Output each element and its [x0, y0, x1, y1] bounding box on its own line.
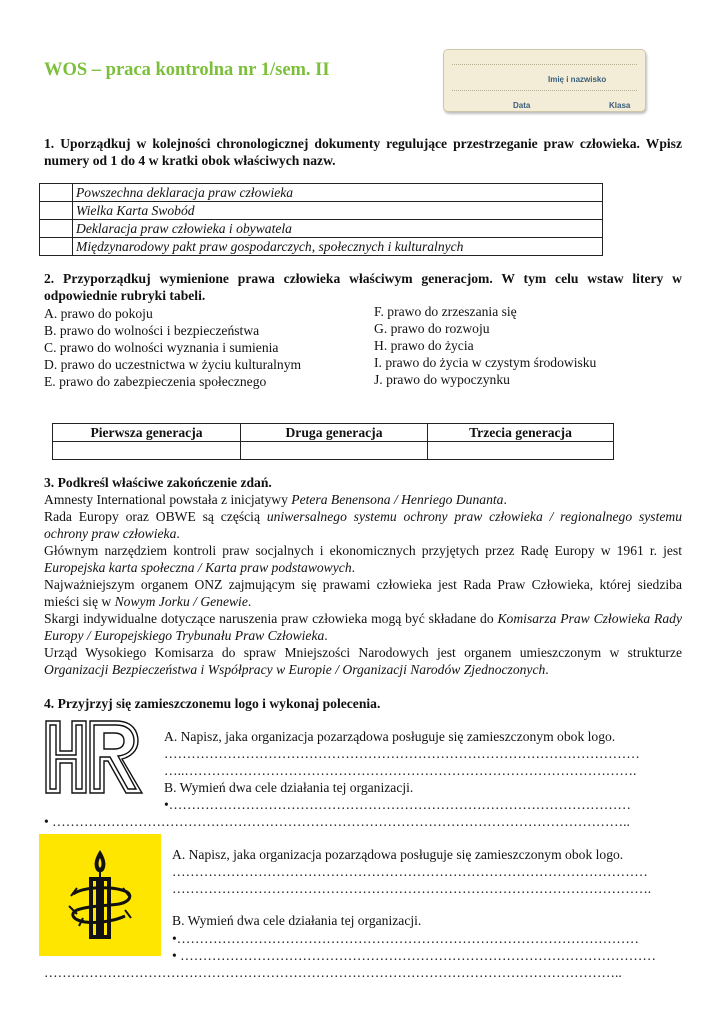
right-f: F. prawo do zrzeszania się	[374, 304, 517, 319]
sentence-end: .	[324, 628, 328, 643]
right-d: D. prawo do uczestnictwa w życiu kulturalnym	[44, 357, 302, 372]
generations-table	[52, 423, 614, 460]
logo2-task-a: A. Napisz, jaka organizacja pozarządowa posługuje się zamieszczonym obok logo.	[172, 847, 624, 862]
question-4: 4. Przyjrzyj się zamieszczonemu logo i wykonaj polecenia.	[44, 696, 381, 711]
sentence-text: Najważniejszym organem ONZ zajmującym się prawami człowieka jest Rada Praw Człowieka, której siedziba mieści się w	[44, 577, 682, 609]
sentence-1	[44, 491, 682, 508]
sentence-6	[44, 644, 682, 678]
class-label: Klasa	[609, 101, 631, 110]
table-row	[40, 220, 603, 238]
answer-options[interactable]: uniwersalnego systemu ochrony praw człowieka / regionalnego systemu ochrony praw człowieka	[44, 509, 682, 541]
right-j: J. prawo do wypoczynku	[374, 372, 510, 387]
sentence-text: Głównym narzędziem kontroli praw socjalnych i ekonomicznych przyjętych przez Radę Europy w 1961 r. jest	[44, 543, 682, 558]
hr-logo	[44, 717, 144, 797]
number-box[interactable]	[40, 184, 73, 202]
answer-options[interactable]: Europejska karta społeczna / Karta praw podstawowych	[44, 560, 352, 575]
logo1-goal-line-2[interactable]: • ………………………………………………………………………………………………………………..	[44, 814, 630, 829]
table-row	[53, 442, 614, 460]
logo1-answer-line-2[interactable]: …..……………………………………………………………………………………….	[164, 763, 637, 778]
name-date-class-box	[443, 49, 646, 112]
sentence-text: Urząd Wysokiego Komisarza do spraw Mniejszości Narodowych jest organem umieszczonym w strukturze	[44, 645, 682, 660]
logo2-answer-line-1[interactable]: ……………………………………………………………………………………………	[172, 864, 648, 879]
question-2: 2. Przyporządkuj wymienione prawa człowieka właściwym generacjom. W tym celu wstaw litery w odpowiednie rubryki tabeli.	[44, 271, 682, 303]
answer-options[interactable]: Nowym Jorku / Genewie	[114, 594, 248, 609]
sentence-end: .	[545, 662, 549, 677]
header-first-generation: Pierwsza generacja	[53, 424, 241, 442]
sentence-text: Rada Europy oraz OBWE są częścią	[44, 509, 267, 524]
number-box[interactable]	[40, 238, 73, 256]
right-b: B. prawo do wolności i bezpieczeństwa	[44, 323, 260, 338]
header-third-generation: Trzecia generacja	[428, 424, 614, 442]
date-label: Data	[513, 101, 531, 110]
right-g: G. prawo do rozwoju	[374, 321, 490, 336]
answer-options[interactable]: Organizacji Bezpieczeństwa i Współpracy w Europie / Organizacji Narodów Zjednoczonych	[44, 662, 546, 677]
right-h: H. prawo do życia	[374, 338, 474, 353]
name-line	[452, 64, 637, 65]
right-e: E. prawo do zabezpieczenia społecznego	[44, 374, 267, 389]
logo2-task-b: B. Wymień dwa cele działania tej organizacji.	[172, 913, 422, 928]
logo1-task-a: A. Napisz, jaka organizacja pozarządowa posługuje się zamieszczonym obok logo.	[164, 729, 616, 744]
logo1-goal-line-1[interactable]: •…………………………………………………………………………………………	[164, 797, 631, 812]
document-name: Powszechna deklaracja praw człowieka	[73, 184, 603, 202]
table-row	[40, 184, 603, 202]
question-1: 1. Uporządkuj w kolejności chronologicznej dokumenty regulujące przestrzeganie praw człowieka. Wpisz numery od 1 do 4 w kratki obok właściwych nazw.	[44, 136, 682, 168]
sentence-end: .	[247, 594, 252, 609]
logo2-goal-line-3[interactable]: ………………………………………………………………………………………………………………..	[44, 965, 622, 980]
sentence-3	[44, 542, 682, 576]
sentence-5	[44, 610, 682, 644]
candle-barbed-wire-icon	[39, 834, 161, 956]
logo1-answer-line-1[interactable]: ……………………………………………………………………………………………	[164, 746, 640, 761]
logo2-answer-line-2[interactable]: …………………………………………………………………………………………….	[172, 881, 652, 896]
sentence-2	[44, 508, 682, 542]
table-header-row	[53, 424, 614, 442]
sentence-text: Amnesty International powstała z inicjatywy	[44, 492, 292, 507]
number-box[interactable]	[40, 220, 73, 238]
hr-logo-graphic	[44, 717, 144, 797]
sentence-4	[44, 576, 682, 610]
document-name: Wielka Karta Swobód	[73, 202, 603, 220]
question-3: 3. Podkreśl właściwe zakończenie zdań.	[44, 475, 272, 490]
header-second-generation: Druga generacja	[241, 424, 428, 442]
answer-options[interactable]: Komisarza Praw Człowieka Rady Europy / Europejskiego Trybunału Praw Człowieka	[44, 611, 682, 643]
logo2-goal-line-1[interactable]: •…………………………………………………………………………………………	[172, 931, 639, 946]
table-row	[40, 202, 603, 220]
right-a: A. prawo do pokoju	[44, 306, 153, 321]
answer-cell-first[interactable]	[53, 442, 241, 460]
document-name: Międzynarodowy pakt praw gospodarczych, społecznych i kulturalnych	[73, 238, 603, 256]
documents-table	[39, 183, 603, 256]
logo1-task-b: B. Wymień dwa cele działania tej organizacji.	[164, 780, 414, 795]
right-i: I. prawo do życia w czystym środowisku	[374, 355, 597, 370]
sentence-end: .	[176, 526, 180, 541]
table-row	[40, 238, 603, 256]
number-box[interactable]	[40, 202, 73, 220]
name-label: Imię i nazwisko	[548, 75, 607, 84]
right-c: C. prawo do wolności wyznania i sumienia	[44, 340, 279, 355]
answer-cell-second[interactable]	[241, 442, 428, 460]
sentence-end: .	[503, 492, 507, 507]
date-class-line	[452, 90, 637, 91]
sentence-end: .	[351, 560, 356, 575]
sentence-text: Skargi indywidualne dotyczące naruszenia praw człowieka mogą być składane do	[44, 611, 498, 626]
answer-options[interactable]: Petera Benensona / Henriego Dunanta	[291, 492, 504, 507]
amnesty-logo	[39, 834, 161, 956]
logo2-goal-line-2[interactable]: • ……………………………………………………………………………………………	[172, 948, 656, 963]
answer-cell-third[interactable]	[428, 442, 614, 460]
page-title: WOS – praca kontrolna nr 1/sem. II	[44, 60, 330, 80]
document-name: Deklaracja praw człowieka i obywatela	[73, 220, 603, 238]
